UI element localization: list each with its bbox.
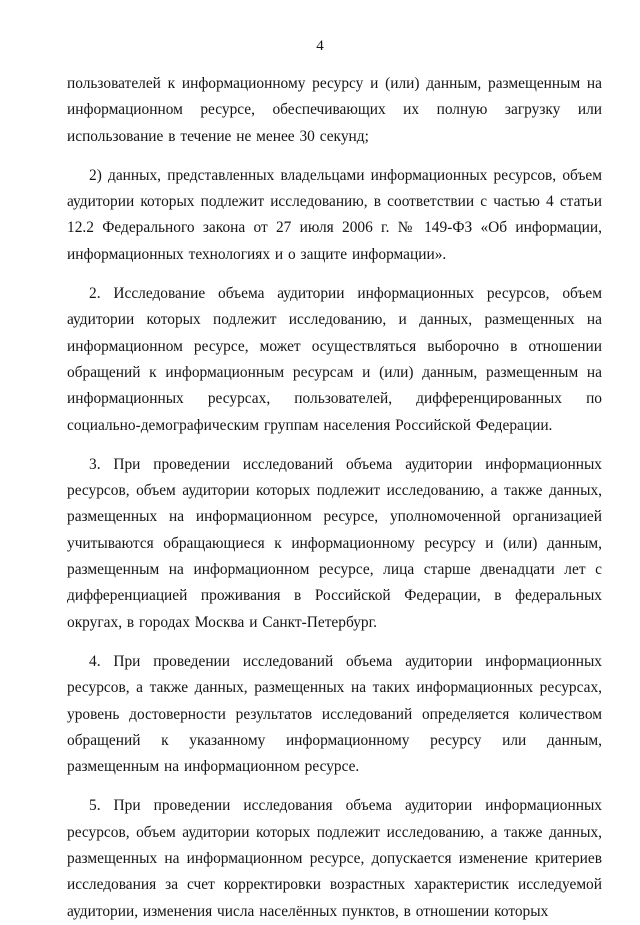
paragraph-item-4: 4. При проведении исследований объема аудитории информационных ресурсов, а также данных, размещенных на таких информационных ресурсах, уровень достоверности результатов исследований определяется количеством обращений к указанному информационному ресурсу или данным, размещенным на информационном ресурсе. bbox=[67, 652, 602, 776]
paragraph-subitem-2: 2) данных, представленных владельцами информационных ресурсов, объем аудитории которых подлежит исследованию, в соответствии с частью 4 статьи 12.2 Федерального закона от 27 июля 2006 г. № 149-ФЗ «Об информации, информационных технологиях и о защите информации». bbox=[67, 166, 602, 263]
paragraph-item-2: 2. Исследование объема аудитории информационных ресурсов, объем аудитории которых подлежит исследованию, и данных, размещенных на информационном ресурсе, может осуществляться выборочно в отношении обращений к информационным ресурсам и (или) данным, размещенным на информационных ресурсах, пользователей, дифференцированных по социально-демографическим группам населения Российской Федерации. bbox=[67, 285, 602, 434]
paragraph-item-5: 5. При проведении исследования объема аудитории информационных ресурсов, объем аудитории которых подлежит исследованию, а также данных, размещенных на информационном ресурсе, допускается изменение критериев исследования за счет корректировки возрастных характеристик исследуемой аудитории, изменения числа населённых пунктов, в отношении которых bbox=[67, 797, 602, 920]
paragraph-item-3: 3. При проведении исследований объема аудитории информационных ресурсов, объем аудитории которых подлежит исследованию, а также данных, размещенных на информационном ресурсе, уполномоченной организацией учитываются обращающиеся к информационному ресурсу и (или) данным, размещенным на информационном ресурсе, лица старше двенадцати лет с дифференциацией проживания в Российской Федерации, в федеральных округах, в городах Москва и Санкт-Петербург. bbox=[67, 455, 602, 631]
document-body bbox=[67, 71, 602, 925]
paragraph-continuation: пользователей к информационному ресурсу и (или) данным, размещенным на информационном ресурсе, обеспечивающих их полную загрузку или использование в течение не менее 30 секунд; bbox=[67, 75, 602, 145]
page-number: 4 bbox=[316, 38, 324, 54]
